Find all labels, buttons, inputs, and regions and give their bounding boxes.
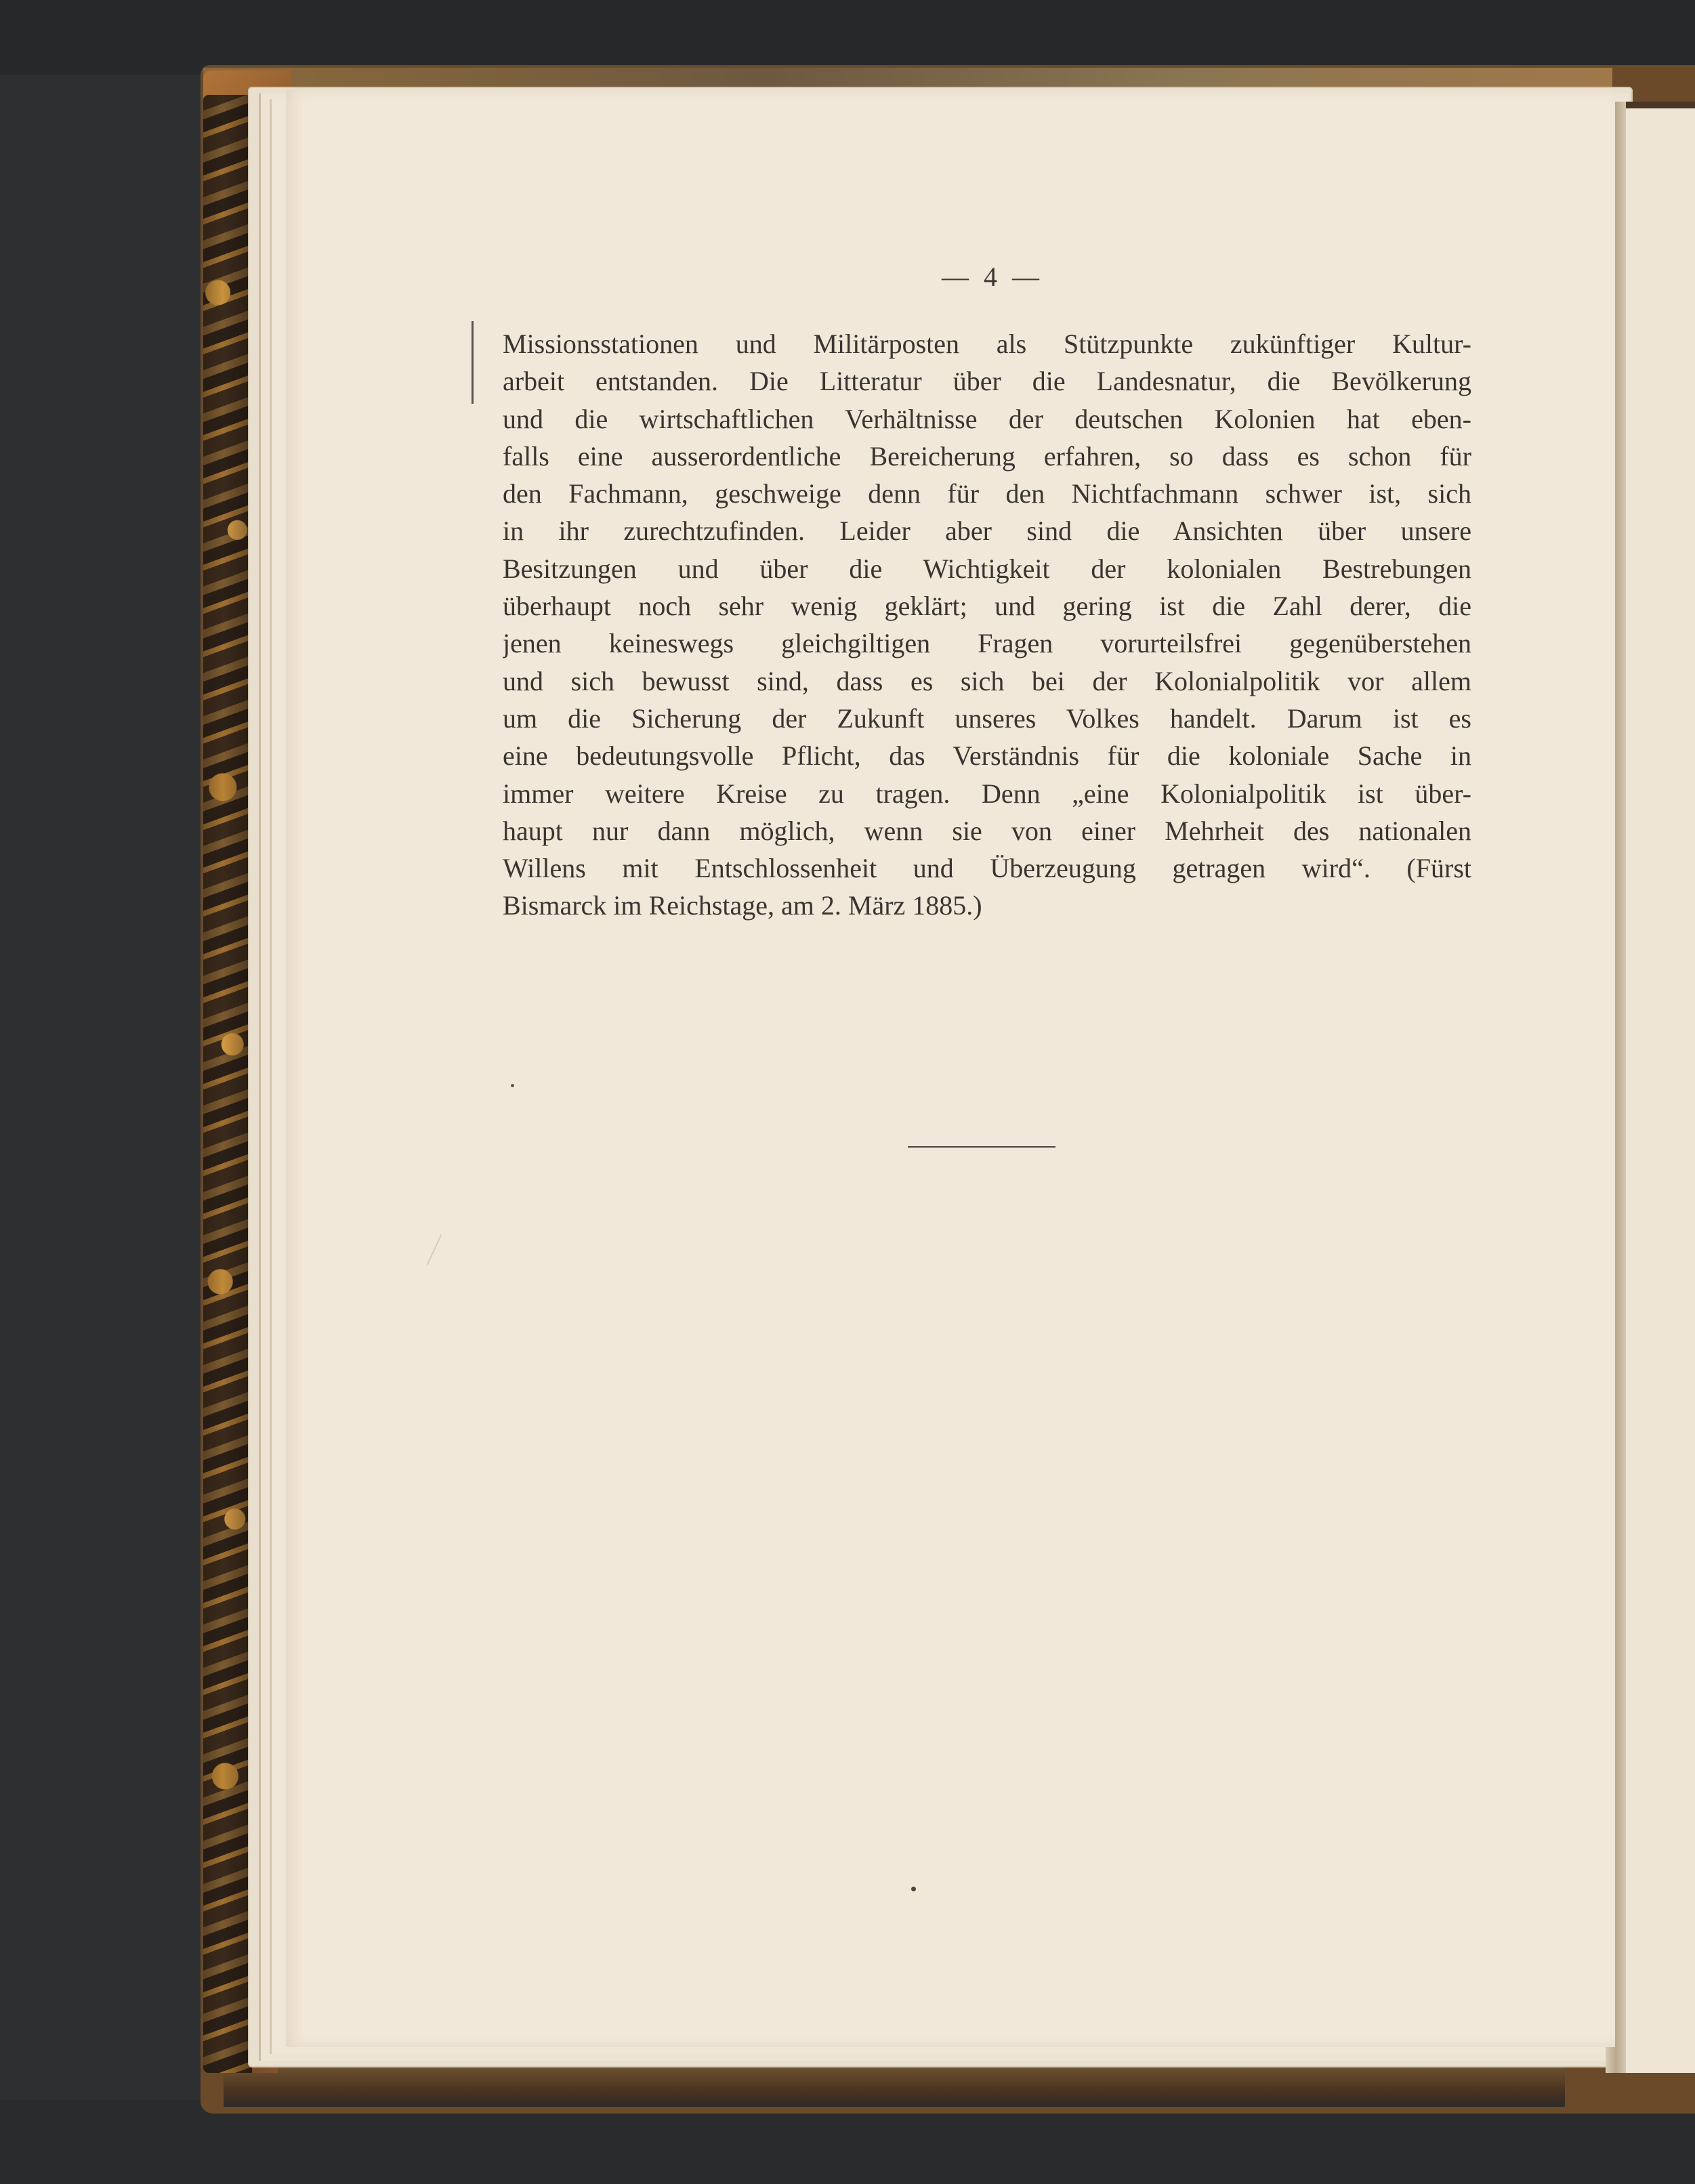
- text-line: überhaupt noch sehr wenig geklärt; und gering ist die Zahl derer, die: [503, 591, 1471, 622]
- spine-shading: [203, 95, 252, 2073]
- text-line: Willens mit Entschlossenheit und Überzeugung getragen wird“. (Fürst: [503, 853, 1471, 884]
- text-line: in ihr zurechtzufinden. Leider aber sind die Ansichten über unsere: [503, 516, 1471, 547]
- cover-bottom-edge: [224, 2066, 1565, 2107]
- text-line: Missionsstationen und Militärposten als Stützpunkte zukünftiger Kultur-: [503, 329, 1471, 359]
- section-end-rule: [908, 1146, 1055, 1148]
- text-line: und die wirtschaftlichen Verhältnisse der deutschen Kolonien hat eben-: [503, 403, 1471, 434]
- paper-speck: [511, 1084, 514, 1087]
- facing-page: [1626, 108, 1695, 2073]
- text-line: eine bedeutungsvolle Pflicht, das Verständnis für die koloniale Sache in: [503, 740, 1471, 772]
- text-line: Bismarck im Reichstage, am 2. März 1885.): [503, 890, 982, 921]
- text-line: haupt nur dann möglich, wenn sie von einer Mehrheit des nationalen: [503, 815, 1471, 846]
- text-line: immer weitere Kreise zu tragen. Denn „eine Kolonialpolitik ist über-: [503, 778, 1471, 809]
- text-line: arbeit entstanden. Die Litteratur über die Landesnatur, die Bevölkerung: [503, 366, 1471, 397]
- page-body-text: [503, 325, 1471, 925]
- page-number: — 4 —: [942, 261, 1043, 292]
- scan-background-top: [0, 0, 1695, 75]
- text-line: falls eine ausserordentliche Bereicherung erfahren, so dass es schon für: [503, 440, 1471, 471]
- text-line: jenen keineswegs gleichgiltigen Fragen vorurteilsfrei gegenüberstehen: [503, 628, 1471, 659]
- text-line: um die Sicherung der Zukunft unseres Volkes handelt. Darum ist es: [503, 702, 1471, 734]
- text-line: Besitzungen und über die Wichtigkeit der kolonialen Bestrebungen: [503, 553, 1471, 584]
- text-line: den Fachmann, geschweige denn für den Nichtfachmann schwer ist, sich: [503, 478, 1471, 509]
- margin-pencil-mark: [472, 321, 474, 404]
- paper-speck: [911, 1887, 916, 1891]
- text-line: und sich bewusst sind, dass es sich bei der Kolonialpolitik vor allem: [503, 665, 1471, 696]
